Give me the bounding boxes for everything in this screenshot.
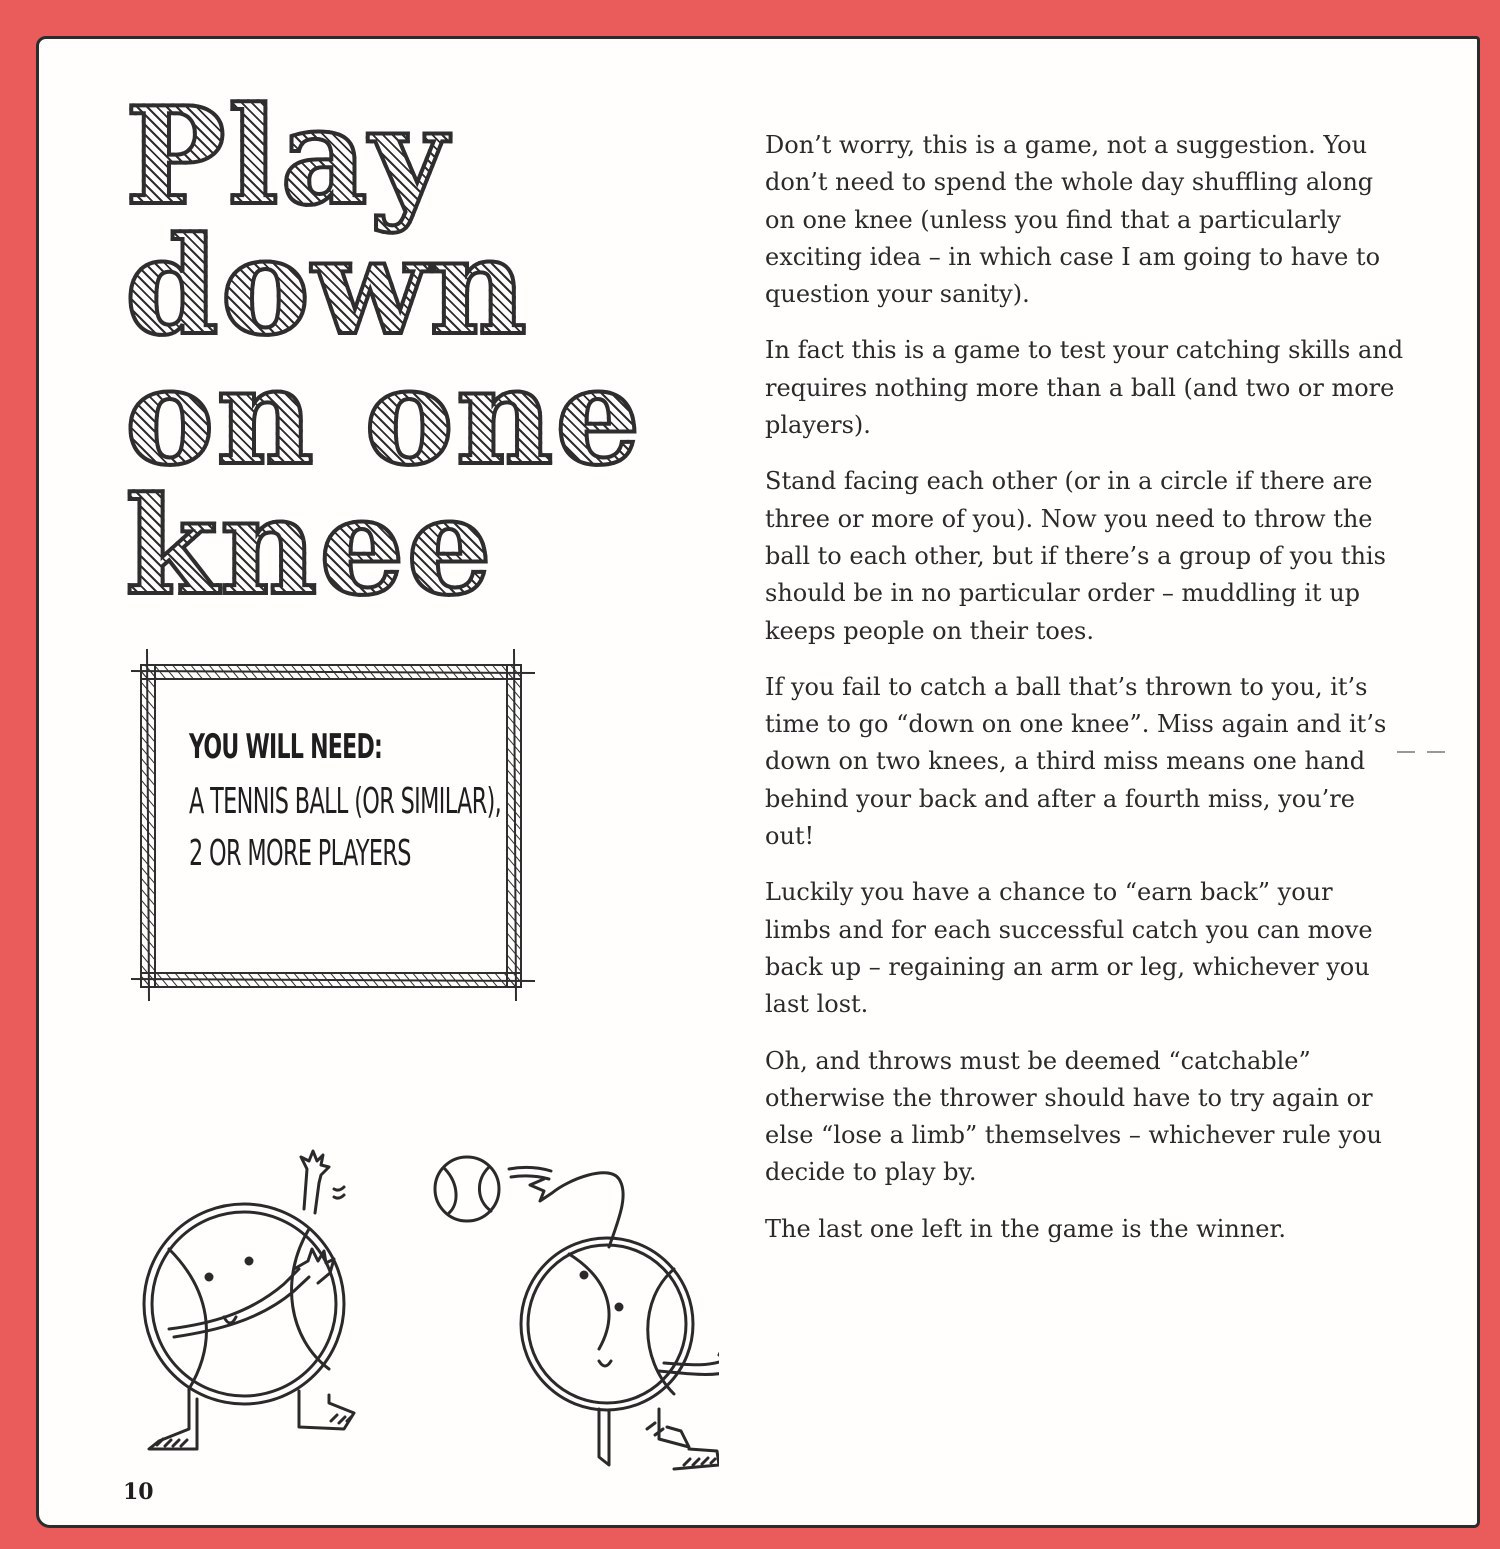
left-ball-character [144,1151,354,1449]
paragraph-1: Don’t worry, this is a game, not a suggestion. You don’t need to spend the whole day shuffling along on one knee (unless you find that a particularly exciting idea – in which case I am going to have to question your sanity). [765,131,1381,309]
right-ball-character [521,1173,719,1469]
title-line-3: on one [125,337,643,495]
paragraph-7: The last one left in the game is the winner. [765,1214,1286,1243]
title-line-2: down [125,207,529,365]
page-title [125,77,645,625]
paragraph-6: Oh, and throws must be deemed “catchable” otherwise the thrower should have to try again or else “lose a limb” themselves – whichever rule you decide to play by. [765,1046,1383,1187]
paragraph-3: Stand facing each other (or in a circle if there are three or more of you). Now you need to throw the ball to each other, but if there’s a group of you this should be in no particular order – muddling it up keeps people on their toes. [765,467,1386,645]
tennis-ball-in-air [435,1157,551,1221]
decorative-dash [1397,751,1453,753]
need-item-1: A TENNIS BALL (OR SIMILAR), [189,781,502,822]
you-will-need-heading: YOU WILL NEED: [189,727,383,767]
you-will-need-box [131,649,531,999]
paragraph-5: Luckily you have a chance to “earn back” your limbs and for each successful catch you can move back up – regaining an arm or leg, whichever you last lost. [765,878,1373,1019]
instructions-text [765,127,1405,1267]
paragraph-2: In fact this is a game to test your catching skills and requires nothing more than a ball (and two or more players). [765,336,1404,440]
tennis-ball-characters-illustration [99,1109,719,1489]
page-number: 10 [123,1479,154,1505]
book-page [36,36,1480,1528]
title-line-4: knee [125,467,494,625]
need-item-2: 2 OR MORE PLAYERS [189,833,411,874]
paragraph-4: If you fail to catch a ball that’s thrown to you, it’s time to go “down on one knee”. Miss again and it’s down on two knees, a third miss means one hand behind your back and after a fourth miss, you’re out! [765,672,1387,851]
title-line-1: Play [125,77,450,235]
